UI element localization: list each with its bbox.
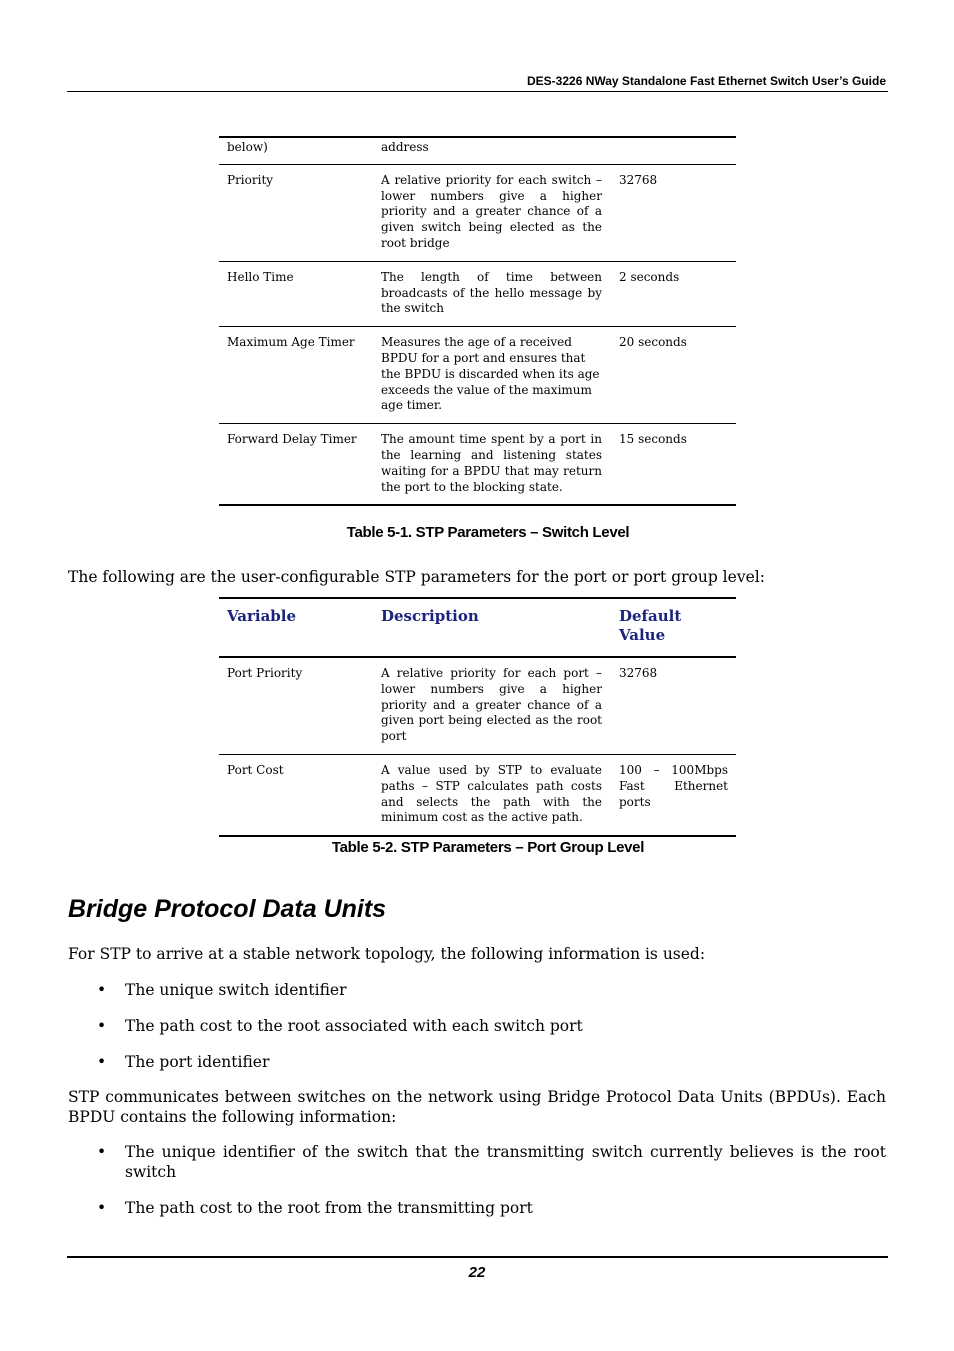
cell-description: address <box>379 137 617 164</box>
table-row <box>219 164 736 261</box>
cell-description: The length of time between broadcasts of the hello message by the switch <box>379 261 617 326</box>
cell-description: The amount time spent by a port in the learning and listening states waiting for a BPDU that may return the port to the blocking state. <box>381 432 602 494</box>
cell-variable: Forward Delay Timer <box>227 432 357 447</box>
list-item-text: The path cost to the root associated with each switch port <box>125 1017 583 1035</box>
stp-switch-level-table <box>219 136 736 506</box>
table-row <box>219 137 736 164</box>
bullet-icon: • <box>97 1017 107 1035</box>
cell-variable: Port Priority <box>219 657 379 754</box>
footer-rule <box>67 1256 888 1258</box>
cell-default: 32768 <box>617 164 736 261</box>
header-default: Default Value <box>617 598 736 657</box>
table-row <box>219 261 736 326</box>
cell-default: 32768 <box>617 657 736 754</box>
paragraph: STP communicates between switches on the network using Bridge Protocol Data Units (BPDUs). Each BPDU contains the following information: <box>68 1088 886 1126</box>
cell-description: Measures the age of a received BPDU for a port and ensures that the BPDU is discarded when its age exceeds the value of the maximum age timer. <box>379 327 617 424</box>
cell-variable: Maximum Age Timer <box>219 327 379 424</box>
paragraph: For STP to arrive at a stable network topology, the following information is used: <box>68 945 706 963</box>
list-item <box>97 1143 886 1182</box>
intro-paragraph: The following are the user-configurable STP parameters for the port or port group level: <box>68 568 765 586</box>
list-item-text: The unique identifier of the switch that the transmitting switch currently believes is the root switch <box>125 1143 886 1181</box>
cell-description: A relative priority for each switch – lower numbers give a higher priority and a greater chance of a given switch being elected as the root bridge <box>379 164 617 261</box>
list-item-text: The unique switch identifier <box>125 981 347 999</box>
table-caption: Table 5-2. STP Parameters – Port Group Level <box>331 839 645 856</box>
stp-port-group-level-table <box>219 597 736 837</box>
list-item-text: The port identifier <box>125 1053 270 1071</box>
header-variable: Variable <box>219 598 379 657</box>
list-item-text: The path cost to the root from the transmitting port <box>125 1199 533 1217</box>
bullet-icon: • <box>97 981 107 999</box>
cell-description: A relative priority for each port – lower numbers give a higher priority and a greater chance of a given port being elected as the root port <box>379 657 617 754</box>
header-description: Description <box>379 598 617 657</box>
cell-variable: below) <box>219 137 379 164</box>
table-row <box>219 424 736 506</box>
cell-default: 2 seconds <box>617 261 736 326</box>
table-caption: Table 5-1. STP Parameters – Switch Level <box>346 524 630 541</box>
list-item <box>97 1053 886 1073</box>
cell-default: 15 seconds <box>619 432 687 447</box>
bullet-icon: • <box>97 1199 107 1217</box>
cell-variable: Hello Time <box>219 261 379 326</box>
page-number: 22 <box>468 1264 486 1281</box>
table-row <box>219 754 736 836</box>
cell-variable: Priority <box>219 164 379 261</box>
table-row <box>219 327 736 424</box>
bullet-icon: • <box>97 1053 107 1071</box>
cell-default <box>617 137 736 164</box>
list-item <box>97 1199 886 1219</box>
header-rule <box>67 91 888 92</box>
table-row <box>219 657 736 754</box>
table-header-row <box>219 598 736 657</box>
list-item <box>97 981 886 1001</box>
cell-default: 100 – 100Mbps Fast Ethernet ports <box>619 762 728 809</box>
section-heading: Bridge Protocol Data Units <box>68 895 387 923</box>
cell-variable: Port Cost <box>227 762 284 777</box>
cell-default: 20 seconds <box>617 327 736 424</box>
bullet-icon: • <box>97 1143 107 1161</box>
cell-description: A value used by STP to evaluate paths – STP calculates path costs and selects the path with the minimum cost as the active path. <box>381 762 602 825</box>
list-item <box>97 1017 886 1037</box>
running-header: DES-3226 NWay Standalone Fast Ethernet Switch User’s Guide <box>527 74 886 88</box>
